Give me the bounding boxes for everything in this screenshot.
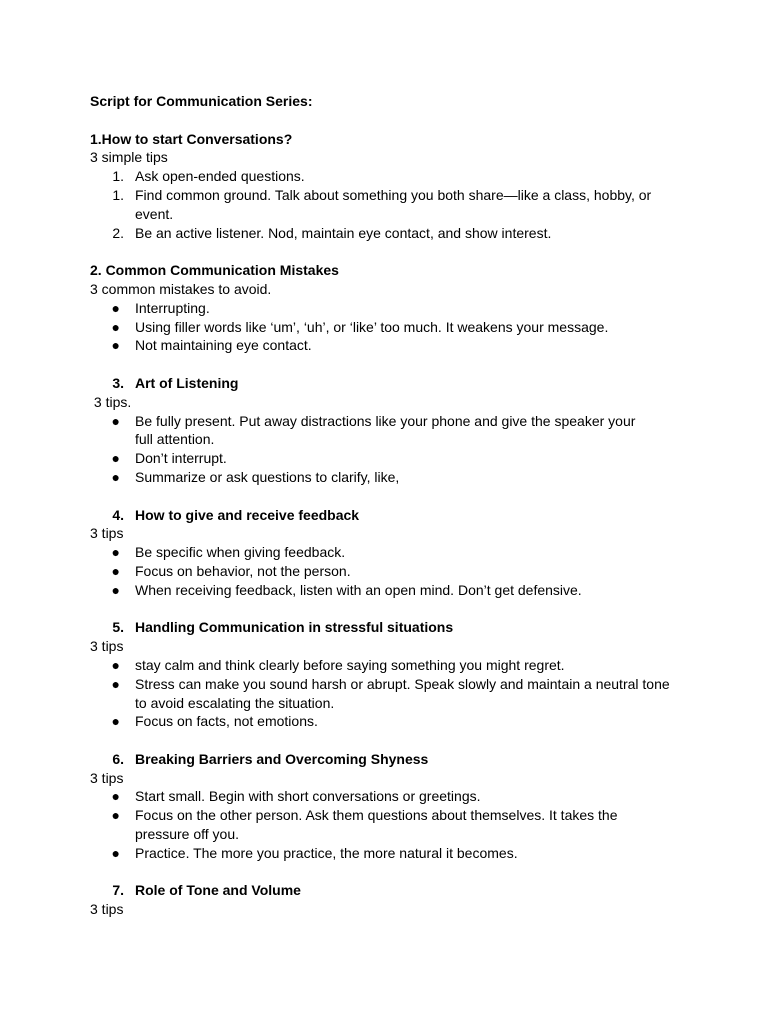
list-item-text: Practice. The more you practice, the more natural it becomes. <box>135 844 518 861</box>
list-item-text: When receiving feedback, listen with an open mind. Don’t get defensive. <box>135 581 582 598</box>
section-heading <box>90 750 690 769</box>
bullet-icon: ● <box>111 807 120 824</box>
heading-text: How to give and receive feedback <box>135 506 360 523</box>
bullet-icon: ● <box>111 337 120 354</box>
section-intro: 3 common mistakes to avoid. <box>90 280 272 297</box>
list-item <box>90 656 690 675</box>
bullet-icon: ● <box>111 450 120 467</box>
heading-text: Handling Communication in stressful situations <box>135 619 454 636</box>
section-7 <box>90 881 690 919</box>
bullet-icon: ● <box>111 299 120 316</box>
list-item <box>90 318 690 337</box>
section-heading <box>90 506 690 525</box>
list-item-text: stay calm and think clearly before saying something you might regret. <box>135 656 565 673</box>
list-item <box>90 449 690 468</box>
list-item-text: Using filler words like ‘um’, ‘uh’, or ‘like’ too much. It weakens your message. <box>135 318 609 335</box>
bullet-icon: ● <box>111 713 120 730</box>
list-item <box>90 299 690 318</box>
list-item-text: Not maintaining eye contact. <box>135 337 312 354</box>
list-marker: 2. <box>112 224 124 241</box>
bullet-icon: ● <box>111 656 120 673</box>
list-item <box>90 186 690 224</box>
spacer <box>90 355 690 374</box>
section-intro: 3 tips. <box>90 393 132 410</box>
section-2 <box>90 261 690 355</box>
heading-number: 6. <box>112 750 124 767</box>
list-item-text: Summarize or ask questions to clarify, like, <box>135 468 400 485</box>
bullet-icon: ● <box>111 788 120 805</box>
section-intro: 3 simple tips <box>90 149 168 166</box>
list-item-text: Don’t interrupt. <box>135 450 227 467</box>
heading-number: 4. <box>112 506 124 523</box>
section-intro: 3 tips <box>90 901 124 918</box>
bullet-icon: ● <box>111 844 120 861</box>
list-item-text: Find common ground. Talk about something you both share—like a class, hobby, or event. <box>135 186 652 222</box>
bullet-icon: ● <box>111 581 120 598</box>
list-item-text: Focus on facts, not emotions. <box>135 713 318 730</box>
section-5 <box>90 618 690 731</box>
document-title: Script for Communication Series: <box>90 93 313 109</box>
list-item <box>90 675 690 713</box>
bullet-icon: ● <box>111 562 120 579</box>
section-heading <box>90 881 690 900</box>
list-marker: 1. <box>112 168 124 185</box>
list-item <box>90 167 690 186</box>
section-heading: 1.How to start Conversations? <box>90 130 293 147</box>
list-item <box>90 336 690 355</box>
heading-text: Breaking Barriers and Overcoming Shyness <box>135 750 429 767</box>
section-intro: 3 tips <box>90 638 124 655</box>
list-item-text: Start small. Begin with short conversations or greetings. <box>135 788 481 805</box>
spacer <box>90 487 690 506</box>
list-item-text: Ask open-ended questions. <box>135 168 305 185</box>
heading-number: 5. <box>112 619 124 636</box>
list-item-text: Stress can make you sound harsh or abrupt. Speak slowly and maintain a neutral tone to avoid escalating the situation. <box>135 675 670 711</box>
spacer <box>90 111 690 130</box>
section-heading <box>90 374 690 393</box>
section-4 <box>90 506 690 600</box>
list-item-text: Be fully present. Put away distractions like your phone and give the speaker your full attention. <box>135 412 636 448</box>
section-3 <box>90 374 690 487</box>
section-intro: 3 tips <box>90 769 124 786</box>
list-marker: 1. <box>112 186 124 203</box>
spacer <box>90 600 690 619</box>
list-item-text: Be an active listener. Nod, maintain eye contact, and show interest. <box>135 224 552 241</box>
section-heading: 2. Common Communication Mistakes <box>90 262 339 279</box>
list-item <box>90 581 690 600</box>
spacer <box>90 242 690 261</box>
bullet-icon: ● <box>111 318 120 335</box>
list-item-text: Focus on behavior, not the person. <box>135 562 351 579</box>
spacer <box>90 863 690 882</box>
list-item-text: Interrupting. <box>135 299 210 316</box>
spacer <box>90 731 690 750</box>
list-item <box>90 562 690 581</box>
bullet-icon: ● <box>111 412 120 429</box>
bullet-icon: ● <box>111 468 120 485</box>
section-heading <box>90 618 690 637</box>
section-1 <box>90 130 690 243</box>
list-item <box>90 806 690 844</box>
section-6 <box>90 750 690 863</box>
list-item <box>90 412 690 450</box>
heading-number: 7. <box>112 882 124 899</box>
heading-text: Role of Tone and Volume <box>135 882 301 899</box>
list-item <box>90 844 690 863</box>
list-item <box>90 224 690 243</box>
section-intro: 3 tips <box>90 525 124 542</box>
bullet-icon: ● <box>111 675 120 692</box>
list-item <box>90 468 690 487</box>
list-item <box>90 712 690 731</box>
heading-text: Art of Listening <box>135 374 239 391</box>
document-page <box>90 92 690 919</box>
bullet-icon: ● <box>111 544 120 561</box>
list-item-text: Focus on the other person. Ask them questions about themselves. It takes the pressure off you. <box>135 807 618 843</box>
list-item <box>90 787 690 806</box>
list-item-text: Be specific when giving feedback. <box>135 544 346 561</box>
heading-number: 3. <box>112 374 124 391</box>
list-item <box>90 543 690 562</box>
